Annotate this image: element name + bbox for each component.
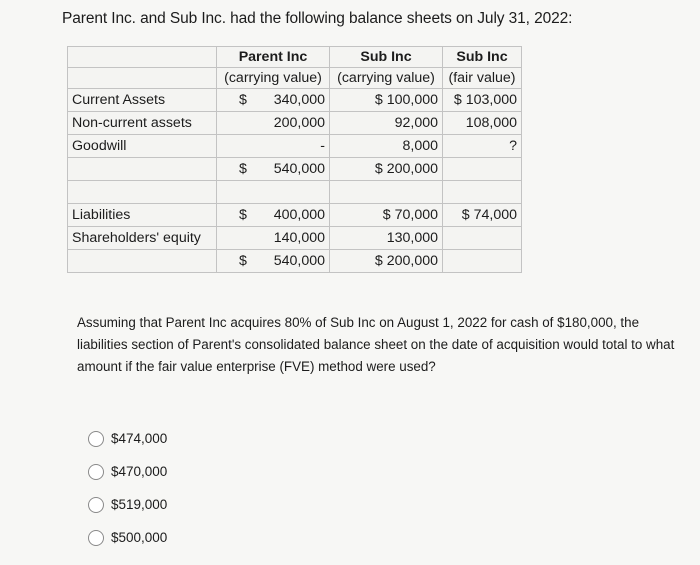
dollar-sign: $ <box>239 92 247 108</box>
header-sub-fair: Sub Inc <box>443 47 522 68</box>
parent-amount: 340,000 <box>273 92 325 108</box>
row-label <box>68 158 217 181</box>
option-label[interactable]: $519,000 <box>111 497 168 512</box>
radio-button[interactable] <box>88 530 104 546</box>
gap-cell <box>443 181 522 204</box>
intro-text: Parent Inc. and Sub Inc. had the following balance sheets on July 31, 2022: <box>62 10 573 27</box>
table-row <box>68 135 522 158</box>
radio-button[interactable] <box>88 464 104 480</box>
sub-carry-value: $ 100,000 <box>330 89 443 112</box>
option-2[interactable] <box>88 455 167 488</box>
parent-amount: 140,000 <box>273 230 325 246</box>
header-sub-fair-sub: (fair value) <box>443 68 522 89</box>
header-empty-cell <box>68 47 217 68</box>
dollar-sign: $ <box>239 161 247 177</box>
sub-fair-total <box>443 250 522 273</box>
sub-carry-value: 8,000 <box>330 135 443 158</box>
dollar-sign: $ <box>239 253 247 269</box>
table-header-row <box>68 47 522 68</box>
row-label: Current Assets <box>68 89 217 112</box>
table-row <box>68 112 522 135</box>
sub-fair-value: 108,000 <box>443 112 522 135</box>
radio-button[interactable] <box>88 431 104 447</box>
sub-fair-total <box>443 158 522 181</box>
gap-cell <box>217 181 330 204</box>
sub-carry-total <box>330 158 443 181</box>
option-label[interactable]: $500,000 <box>111 530 168 545</box>
sub-carry-value: $ 70,000 <box>330 204 443 227</box>
question-text: Assuming that Parent Inc acquires 80% of Sub Inc on August 1, 2022 for cash of $180,000, the liabilities section of Parent's consolidated balance sheet on the date of acquisition would total to what amount if the fair value enterprise (FVE) method were used? <box>77 315 675 374</box>
parent-amount: 540,000 <box>273 253 325 269</box>
dollar-sign: $ <box>239 207 247 223</box>
header-sub-carry-sub: (carrying value) <box>330 68 443 89</box>
header-parent: Parent Inc <box>217 47 330 68</box>
radio-button[interactable] <box>88 497 104 513</box>
parent-total <box>217 250 330 273</box>
table-row <box>68 89 522 112</box>
sub-fair-value: $ 74,000 <box>443 204 522 227</box>
sub-carry-value: 92,000 <box>330 112 443 135</box>
sub-carry-value: 130,000 <box>330 227 443 250</box>
balance-sheet-table <box>67 46 522 273</box>
option-1[interactable] <box>88 422 167 455</box>
table-row <box>68 204 522 227</box>
sub-fair-value: ? <box>443 135 522 158</box>
header-sub-carry <box>330 47 443 68</box>
sub-fair-value <box>443 227 522 250</box>
row-label: Goodwill <box>68 135 217 158</box>
table-row <box>68 227 522 250</box>
table-row-total <box>68 250 522 273</box>
parent-total <box>217 158 330 181</box>
header-sub-carry-label: Sub Inc <box>360 49 412 65</box>
row-label: Liabilities <box>68 204 217 227</box>
option-label[interactable]: $470,000 <box>111 464 168 479</box>
table-header-row-2 <box>68 68 522 89</box>
sub-fair-value: $ 103,000 <box>443 89 522 112</box>
sub-carry-total: $ 200,000 <box>330 250 443 273</box>
option-label[interactable]: $474,000 <box>111 431 168 446</box>
parent-amount: 200,000 <box>273 115 325 131</box>
parent-value <box>217 227 330 250</box>
parent-amount: 400,000 <box>273 207 325 223</box>
gap-cell <box>68 181 217 204</box>
sub-carry-amount: $ 200,000 <box>374 161 438 177</box>
option-3[interactable] <box>88 488 167 521</box>
parent-value <box>217 135 330 158</box>
header-empty-cell <box>68 68 217 89</box>
parent-value <box>217 204 330 227</box>
parent-value <box>217 89 330 112</box>
table-row-gap <box>68 181 522 204</box>
row-label: Shareholders' equity <box>68 227 217 250</box>
parent-value <box>217 112 330 135</box>
gap-cell <box>330 181 443 204</box>
option-4[interactable] <box>88 521 167 554</box>
row-label <box>68 250 217 273</box>
table-row-total <box>68 158 522 181</box>
parent-amount: - <box>320 138 325 154</box>
header-parent-sub: (carrying value) <box>217 68 330 89</box>
parent-amount: 540,000 <box>273 161 325 177</box>
row-label: Non-current assets <box>68 112 217 135</box>
answer-options <box>88 422 167 554</box>
